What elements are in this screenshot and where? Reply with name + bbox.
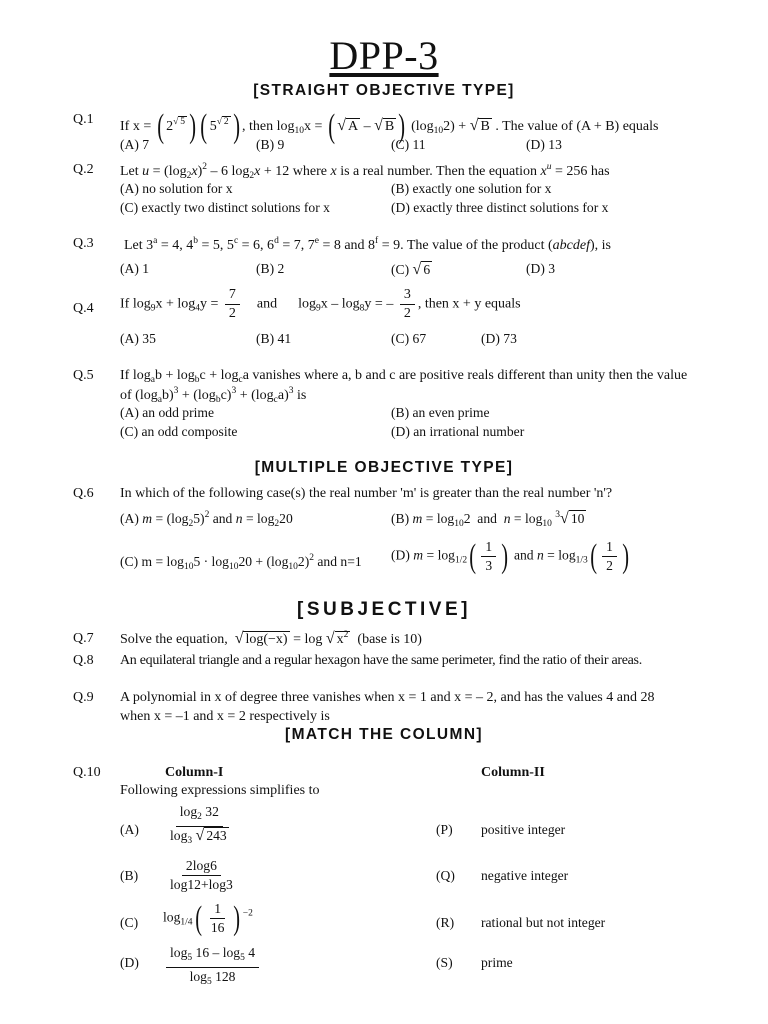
q4-option-c: (C) 67 <box>391 331 427 346</box>
column-1-label-c: (C) <box>120 915 139 930</box>
column-2-label-r: (R) <box>436 915 455 930</box>
q4-option-d: (D) 73 <box>481 331 517 346</box>
q7-number: Q.7 <box>73 631 94 646</box>
q6-text: In which of the following case(s) the real number 'm' is greater than the real number 'n'? <box>120 486 613 501</box>
column-2-text-s: prime <box>481 955 513 970</box>
q1-number: Q.1 <box>73 112 94 127</box>
column-1-heading: Column-I <box>165 765 224 780</box>
section-subjective: [SUBJECTIVE] <box>297 599 471 620</box>
page-title: DPP-3 <box>329 33 439 78</box>
q2-number: Q.2 <box>73 162 94 177</box>
q2-option-c: (C) exactly two distinct solutions for x <box>120 200 330 215</box>
q3-option-b: (B) 2 <box>256 261 285 276</box>
column-1-label-a: (A) <box>120 822 139 837</box>
q1-text: If x = ( $2^{√ 5}$ ) ( $5^{√ 2}$ ) , then $\log_{10}x$ = ( √ A – √ B ) $(\log_{10}2)$ + √ B . The value of (A + B) equals <box>120 108 659 145</box>
q9-text-line2: when x = –1 and x = 2 respectively is <box>120 709 330 724</box>
q4-text: If $\log_9x + \log_4y$ = $\frac{7}{2}$ and $\log_9x - \log_8y$ = – $\frac{3}{2}$ , then x + y equals <box>120 287 521 321</box>
q4-option-b: (B) 41 <box>256 331 292 346</box>
q3-text: Let $3^a = 4$, $4^b = 5$, $5^c = 6$, $6^d = 7$, $7^e = 8$ and $8^f = 9$. The value of the product (abcdef), is <box>124 236 611 253</box>
column-1-expression-a: $\frac{\log_2 32}{\log_3 √ 243}$ <box>170 804 227 846</box>
q8-number: Q.8 <box>73 653 94 668</box>
q3-option-c: (C) √ 6 <box>391 261 431 278</box>
q5-text-line2: of $(\log_ab)^3 + (\log_bc)^3 + (\log_ca)^3$ is <box>120 386 307 405</box>
q2-text: Let $u = (\log_2x)^2 - 6$ $\log_2x + 12$ where x is a real number. Then the equation $x^u = 256$ has <box>120 162 610 181</box>
column-2-heading: Column-II <box>481 765 545 780</box>
column-2-label-q: (Q) <box>436 868 455 883</box>
q2-option-d: (D) exactly three distinct solutions for x <box>391 200 609 215</box>
q9-text-line1: A polynomial in x of degree three vanishes when x = 1 and x = – 2, and has the values 4 and 28 <box>120 690 655 705</box>
q9-number: Q.9 <box>73 690 94 705</box>
column-2-text-r: rational but not integer <box>481 915 606 930</box>
q4-option-a: (A) 35 <box>120 331 156 346</box>
column-2-text-p: positive integer <box>481 822 566 837</box>
q8-text: An equilateral triangle and a regular hexagon have the same perimeter, find the ratio of their areas. <box>120 653 642 668</box>
column-1-label-b: (B) <box>120 868 139 883</box>
section-match-column: [MATCH THE COLUMN] <box>285 726 483 743</box>
section-straight-objective: [STRAIGHT OBJECTIVE TYPE] <box>253 82 515 99</box>
q5-option-b: (B) an even prime <box>391 405 490 420</box>
column-1-expression-b: $\frac{2\log 6}{\log 12+\log 3}$ <box>170 858 233 892</box>
q6-number: Q.6 <box>73 486 94 501</box>
q1-option-b: (B) 9 <box>256 137 285 152</box>
q10-intro: Following expressions simplifies to <box>120 783 320 798</box>
q5-text-line1: If $\log_ab + \log_bc + \log_ca$ vanishes where a, b and c are positive reals different than unity then the value <box>120 368 688 385</box>
q1-option-c: (C) 11 <box>391 137 426 152</box>
q6-option-c: (C) $m = \log_{10}5 \cdot \log_{10}20 + (\log_{10}2)^2$ and n=1 <box>120 553 362 572</box>
q3-option-d: (D) 3 <box>526 261 556 276</box>
column-2-label-p: (P) <box>436 822 453 837</box>
q4-number: Q.4 <box>73 301 94 316</box>
q5-option-d: (D) an irrational number <box>391 424 525 439</box>
q5-number: Q.5 <box>73 368 94 383</box>
q10-number: Q.10 <box>73 765 101 780</box>
q3-number: Q.3 <box>73 236 94 251</box>
q6-option-d: (D) $m = \log_{1/2}$( $\frac{1}{3}$ ) and $n = \log_{1/3}$( $\frac{1}{2}$ ) <box>391 537 629 575</box>
q2-option-b: (B) exactly one solution for x <box>391 181 552 196</box>
q5-option-a: (A) an odd prime <box>120 405 214 420</box>
q2-option-a: (A) no solution for x <box>120 181 233 196</box>
q6-option-a: (A) $m = (\log_25)^2$ and $n = \log_220$ <box>120 510 293 529</box>
q3-option-a: (A) 1 <box>120 261 150 276</box>
q6-option-b: (B) $m = \log_{10}2$ and $n = \log_{10} ^3√$ 10 <box>391 510 585 529</box>
q1-option-a: (A) 7 <box>120 137 150 152</box>
column-1-expression-c: $\log_{1/4}$( $\frac{1}{16}$ ) $^{-2}$ <box>163 899 253 937</box>
q5-option-c: (C) an odd composite <box>120 424 238 439</box>
column-1-expression-d: $\frac{\log_5 16 - \log_5 4}{\log_5 128}$ <box>163 944 262 991</box>
q7-text: Solve the equation, √ log(−x) = log √ $x^2$ (base is 10) <box>120 630 422 647</box>
column-2-text-q: negative integer <box>481 868 569 883</box>
section-multiple-objective: [MULTIPLE OBJECTIVE TYPE] <box>254 459 514 476</box>
column-1-label-d: (D) <box>120 955 139 970</box>
q1-option-d: (D) 13 <box>526 137 562 152</box>
column-2-label-s: (S) <box>436 955 453 970</box>
